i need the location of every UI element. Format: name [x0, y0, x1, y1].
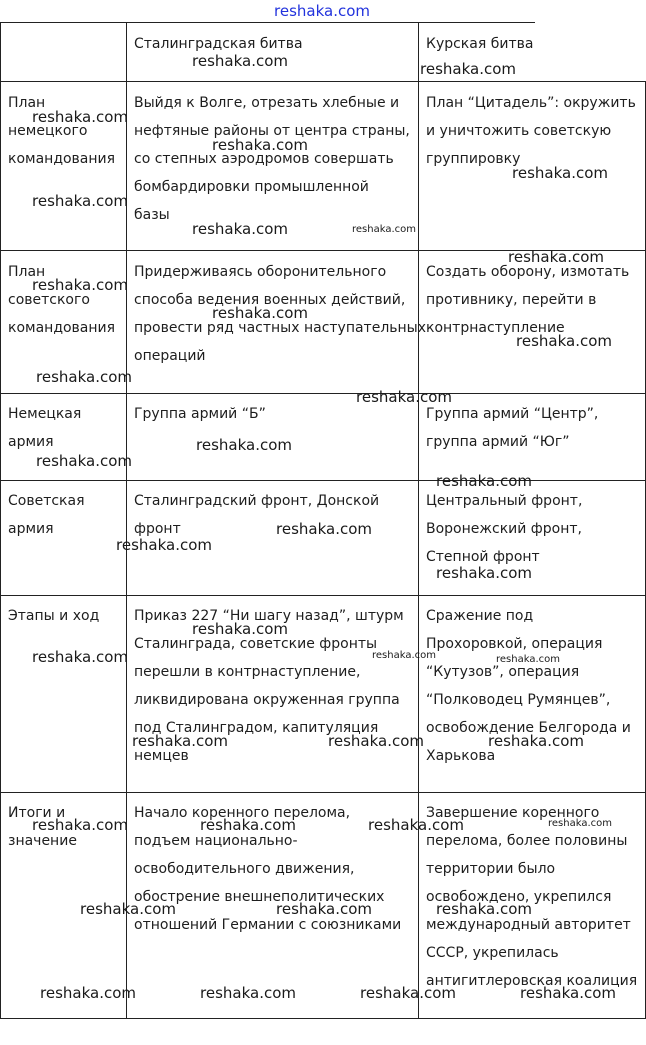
header-kursk: Курская битва [426, 36, 534, 52]
watermark: reshaka.com [200, 816, 296, 834]
watermark: reshaka.com [80, 900, 176, 918]
cell-stalingrad-soviet-plan: Придерживаясь оборонительного способа ведения военных действий, провести ряд частных наступательных операций [134, 264, 427, 364]
grid-line [126, 22, 127, 1018]
watermark: reshaka.com [372, 650, 436, 661]
header-stalingrad: Сталинградская битва [134, 36, 303, 52]
watermark: reshaka.com [40, 984, 136, 1002]
cell-kursk-soviet-plan: Создать оборону, измотать противнику, перейти в контрнаступление [426, 264, 630, 336]
cell-kursk-results: Завершение коренного перелома, более половины территории было освобождено, укрепился международный авторитет СССР, укрепилась антигитлеровская коалиция [426, 805, 638, 989]
watermark: reshaka.com [420, 60, 516, 78]
watermark: reshaka.com [356, 388, 452, 406]
watermark: reshaka.com [276, 520, 372, 538]
cell-kursk-german-plan: План “Цитадель”: окружить и уничтожить советскую группировку [426, 95, 636, 167]
watermark: reshaka.com [32, 108, 128, 126]
watermark: reshaka.com [132, 732, 228, 750]
watermark: reshaka.com [196, 436, 292, 454]
cell-kursk-soviet-army: Центральный фронт, Воронежский фронт, Степной фронт [426, 493, 583, 565]
grid-line [0, 595, 646, 596]
watermark: reshaka.com [488, 732, 584, 750]
grid-line [0, 22, 535, 23]
row-label-german-plan: План немецкого командования [8, 95, 116, 167]
watermark: reshaka.com [200, 984, 296, 1002]
watermark: reshaka.com [436, 564, 532, 582]
watermark: reshaka.com [212, 136, 308, 154]
row-label-german-army: Немецкая армия [8, 406, 82, 450]
watermark: reshaka.com [212, 304, 308, 322]
watermark: reshaka.com [32, 648, 128, 666]
watermark: reshaka.com [516, 332, 612, 350]
grid-line [0, 81, 646, 82]
watermark: reshaka.com [436, 900, 532, 918]
cell-stalingrad-results: Начало коренного перелома, подъем национально- освободительного движения, обострение внешнеполитических отношений Германии с союзниками [134, 805, 402, 933]
row-label-stages: Этапы и ход [8, 608, 100, 624]
watermark: reshaka.com [508, 248, 604, 266]
watermark-top: reshaka.com [274, 2, 370, 20]
watermark: reshaka.com [192, 220, 288, 238]
watermark: reshaka.com [32, 192, 128, 210]
watermark: reshaka.com [36, 368, 132, 386]
grid-line [0, 1018, 646, 1019]
watermark: reshaka.com [328, 732, 424, 750]
watermark: reshaka.com [496, 654, 560, 665]
cell-stalingrad-soviet-army: Сталинградский фронт, Донской фронт [134, 493, 380, 537]
cell-kursk-german-army: Группа армий “Центр”, группа армий “Юг” [426, 406, 599, 450]
watermark: reshaka.com [192, 52, 288, 70]
grid-line [0, 393, 646, 394]
watermark: reshaka.com [352, 224, 416, 235]
row-label-soviet-army: Советская армия [8, 493, 85, 537]
grid-line [418, 22, 419, 1018]
row-label-results: Итоги и значение [8, 805, 77, 849]
row-label-soviet-plan: План советского командования [8, 264, 116, 336]
watermark: reshaka.com [360, 984, 456, 1002]
watermark: reshaka.com [36, 452, 132, 470]
cell-stalingrad-stages: Приказ 227 “Ни шагу назад”, штурм Сталинграда, советские фронты перешли в контрнаступление, ликвидирована окруженная группа под Сталинградом, капитуляция немцев [134, 608, 404, 764]
cell-stalingrad-german-plan: Выйдя к Волге, отрезать хлебные и нефтяные районы от центра страны, со степных аэродромов совершать бомбардировки промышленной базы [134, 95, 410, 223]
cell-kursk-stages: Сражение под Прохоровкой, операция “Кутузов”, операция “Полководец Румянцев”, освобождение Белгорода и Харькова [426, 608, 631, 764]
watermark: reshaka.com [436, 472, 532, 490]
cell-stalingrad-german-army: Группа армий “Б” [134, 406, 266, 422]
watermark: reshaka.com [512, 164, 608, 182]
grid-line [0, 22, 1, 1018]
watermark: reshaka.com [192, 620, 288, 638]
watermark: reshaka.com [32, 276, 128, 294]
watermark: reshaka.com [520, 984, 616, 1002]
grid-line [0, 792, 646, 793]
watermark: reshaka.com [548, 818, 612, 829]
watermark: reshaka.com [32, 816, 128, 834]
watermark: reshaka.com [368, 816, 464, 834]
watermark: reshaka.com [276, 900, 372, 918]
grid-line [0, 480, 646, 481]
watermark: reshaka.com [116, 536, 212, 554]
